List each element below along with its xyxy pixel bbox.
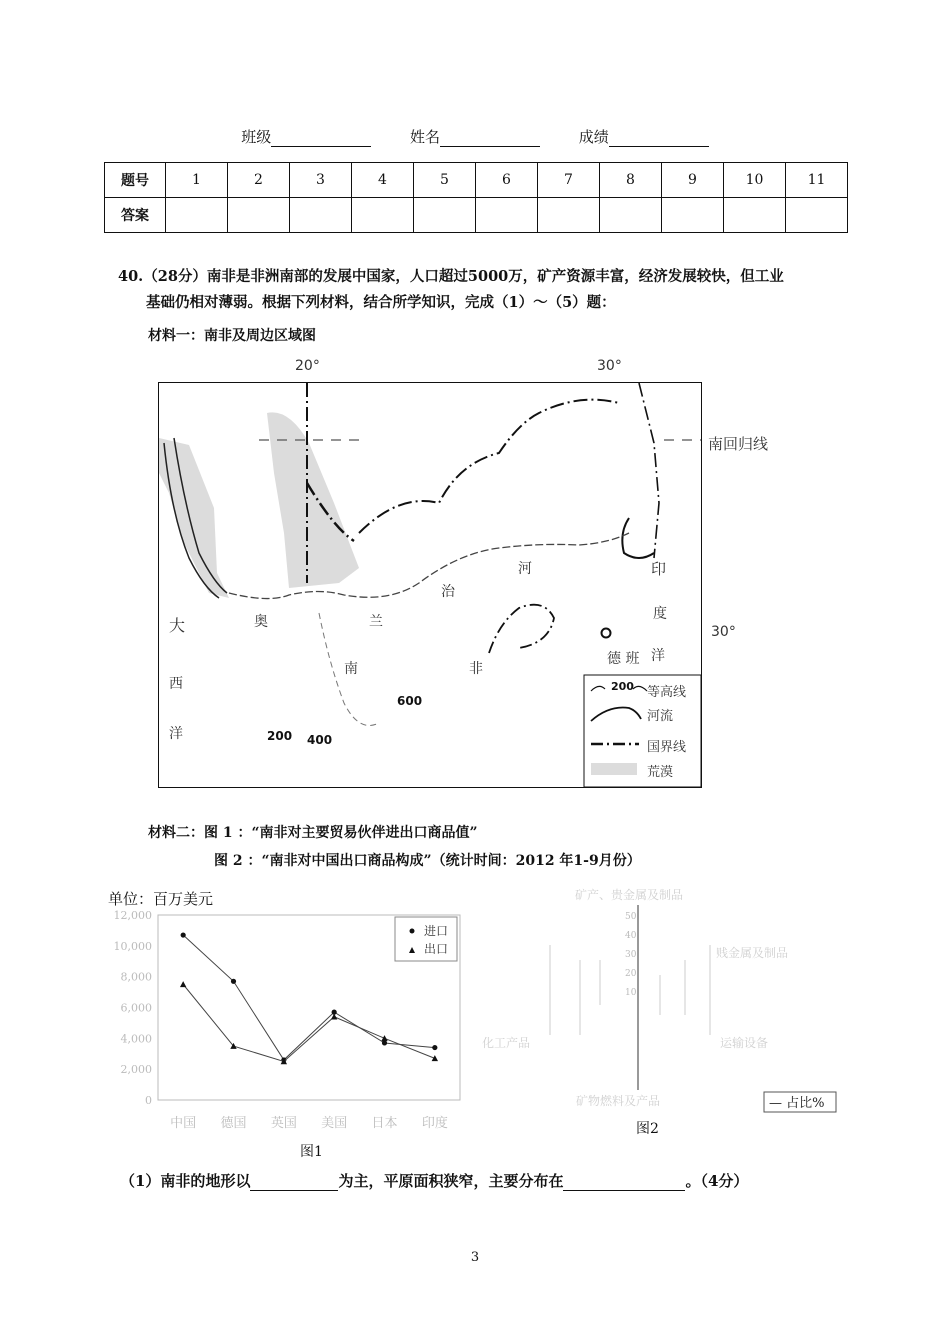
chart1-x-tick: 德国 xyxy=(220,1116,247,1131)
answer-cell[interactable] xyxy=(290,198,352,233)
chart1-legend-import: 进口 xyxy=(424,924,449,938)
class-label: 班级 xyxy=(241,128,272,146)
answer-cell[interactable] xyxy=(786,198,848,233)
legend-desert-symbol xyxy=(591,763,637,775)
score-label: 成绩 xyxy=(578,128,609,146)
map-tropic-label: 南回归线 xyxy=(708,435,769,453)
chart1-series-line-1 xyxy=(183,984,435,1061)
chart1-y-tick: 4,000 xyxy=(120,1032,152,1046)
material-2-line2: 图 2 ：“南非对中国出口商品构成”（统计时间：2012 年1-9月份） xyxy=(214,853,641,869)
map-label-indian-2: 度 xyxy=(653,606,667,622)
chart2-title: 图2 xyxy=(636,1121,659,1137)
material-2-line1: 材料二：图 1 ：“南非对主要贸易伙伴进出口商品值” xyxy=(148,825,478,841)
map-label-orange-3: 治 xyxy=(441,584,455,600)
question-number: 1 xyxy=(166,163,228,198)
chart1-point-import xyxy=(181,932,186,937)
map-contour-600: 600 xyxy=(397,694,423,708)
map-label-atlantic-1: 大 xyxy=(169,616,186,635)
question-40-line1: 40.（28分）南非是非洲南部的发展中国家，人口超过5000万，矿产资源丰富，经济发展较快，但工业 xyxy=(118,268,784,285)
chart1-svg xyxy=(100,905,480,1140)
answer-cell[interactable] xyxy=(228,198,290,233)
legend-desert-label: 荒漠 xyxy=(647,765,674,780)
question-1 xyxy=(120,1170,748,1191)
map-label-atlantic-2: 西 xyxy=(169,676,183,692)
question-number: 9 xyxy=(662,163,724,198)
answer-cell[interactable] xyxy=(476,198,538,233)
legend-river-label: 河流 xyxy=(647,709,674,724)
chart2-svg xyxy=(480,885,840,1125)
legend-contour-value: 200 xyxy=(611,680,634,693)
chart2-cat-bottom-right: 运输设备 xyxy=(720,1036,769,1050)
map-contour-400: 400 xyxy=(307,733,333,747)
name-label: 姓名 xyxy=(409,128,440,146)
border-mozambique xyxy=(639,383,659,558)
map-lon-top-left: 20° xyxy=(295,358,320,374)
border-swaziland xyxy=(622,518,654,558)
row-header-answer: 答案 xyxy=(105,198,166,233)
chart1-x-tick: 印度 xyxy=(421,1116,448,1131)
answer-cell[interactable] xyxy=(414,198,476,233)
map-label-indian-3: 洋 xyxy=(651,648,665,664)
q1-part3: 。（4分） xyxy=(685,1172,749,1190)
answer-cell[interactable] xyxy=(538,198,600,233)
chart1-y-tick: 12,000 xyxy=(113,909,152,922)
map-label-river: 河 xyxy=(518,561,532,577)
question-40-line2: 基础仍相对薄弱。根据下列材料，结合所学知识，完成（1）～（5）题： xyxy=(146,294,616,311)
answer-table xyxy=(104,162,848,233)
question-number: 6 xyxy=(476,163,538,198)
chart2-cat-right: 贱金属及制品 xyxy=(716,946,789,960)
row-header-number: 题号 xyxy=(105,163,166,198)
chart1-point-import xyxy=(382,1040,387,1045)
legend-border-label: 国界线 xyxy=(647,740,687,755)
question-number: 5 xyxy=(414,163,476,198)
answer-cell[interactable] xyxy=(166,198,228,233)
chart1-x-tick: 美国 xyxy=(321,1116,348,1131)
answer-cell[interactable] xyxy=(662,198,724,233)
durban-marker xyxy=(602,629,611,638)
chart1-point-export xyxy=(180,981,186,987)
legend-contour-label: 等高线 xyxy=(647,685,687,700)
question-number: 10 xyxy=(724,163,786,198)
map-label-orange-1: 奥 xyxy=(254,614,268,630)
chart2-cat-left: 化工产品 xyxy=(482,1036,531,1050)
map-label-south-2: 非 xyxy=(469,661,483,677)
chart1-legend-export: 出口 xyxy=(424,942,449,956)
desert-kalahari xyxy=(267,412,359,588)
q1-blank-plain[interactable] xyxy=(563,1176,685,1191)
chart1-x-tick: 英国 xyxy=(270,1116,297,1131)
chart1-point-import xyxy=(231,979,236,984)
map-label-durban: 德 班 xyxy=(607,651,640,667)
map-label-south-1: 南 xyxy=(344,661,358,677)
chart2-cat-bottom: 矿物燃料及产品 xyxy=(576,1094,661,1108)
chart2-tick: 40 xyxy=(625,931,637,941)
map-lon-right: 30° xyxy=(711,624,736,640)
question-number: 4 xyxy=(352,163,414,198)
map-lon-top-right: 30° xyxy=(597,358,622,374)
chart1-y-tick: 6,000 xyxy=(120,1001,152,1015)
chart2-tick: 30 xyxy=(625,950,637,960)
answer-cell[interactable] xyxy=(600,198,662,233)
chart1-legend-import-marker xyxy=(410,929,415,934)
class-blank[interactable] xyxy=(271,132,371,147)
chart1-y-tick: 2,000 xyxy=(120,1063,152,1077)
border-north xyxy=(359,400,619,533)
chart1-point-import xyxy=(432,1045,437,1050)
map-label-orange-2: 兰 xyxy=(369,614,383,630)
chart1-x-tick: 中国 xyxy=(170,1116,197,1131)
question-number: 7 xyxy=(538,163,600,198)
chart2-legend: — 占比% xyxy=(769,1096,825,1111)
q1-blank-terrain[interactable] xyxy=(250,1176,338,1191)
score-blank[interactable] xyxy=(609,132,709,147)
question-number: 8 xyxy=(600,163,662,198)
question-number: 2 xyxy=(228,163,290,198)
name-blank[interactable] xyxy=(440,132,540,147)
q1-part2: 为主，平原面积狭窄，主要分布在 xyxy=(338,1172,564,1190)
map-label-atlantic-3: 洋 xyxy=(169,726,183,742)
border-lesotho xyxy=(489,605,554,653)
chart2-tick: 50 xyxy=(625,912,637,922)
south-africa-map xyxy=(158,382,702,788)
question-number: 11 xyxy=(786,163,848,198)
desert-namib xyxy=(159,438,229,598)
map-label-indian-1: 印 xyxy=(651,560,667,578)
chart2-tick: 20 xyxy=(625,969,637,979)
material-1-title: 材料一：南非及周边区域图 xyxy=(148,328,316,344)
chart1-y-tick: 10,000 xyxy=(113,939,152,953)
q1-part1: （1）南非的地形以 xyxy=(120,1172,251,1190)
page-number: 3 xyxy=(470,1250,480,1265)
question-number: 3 xyxy=(290,163,352,198)
answer-cell[interactable] xyxy=(352,198,414,233)
map-svg xyxy=(159,383,701,787)
chart1-y-tick: 8,000 xyxy=(120,970,152,984)
chart1-x-tick: 日本 xyxy=(371,1116,398,1131)
table-row xyxy=(105,163,848,198)
map-contour-200: 200 xyxy=(267,729,293,743)
table-row xyxy=(105,198,848,233)
chart2-cat-top: 矿产、贵金属及制品 xyxy=(575,888,684,902)
chart1-point-export xyxy=(381,1035,387,1041)
chart1-title: 图1 xyxy=(300,1144,323,1160)
student-info-line xyxy=(0,126,950,147)
chart1-unit-label: 单位：百万美元 xyxy=(108,890,214,908)
chart1-y-tick: 0 xyxy=(145,1094,152,1107)
chart2-tick: 10 xyxy=(625,988,637,998)
question-40-stem xyxy=(118,264,858,316)
chart1-point-export xyxy=(432,1055,438,1061)
answer-cell[interactable] xyxy=(724,198,786,233)
